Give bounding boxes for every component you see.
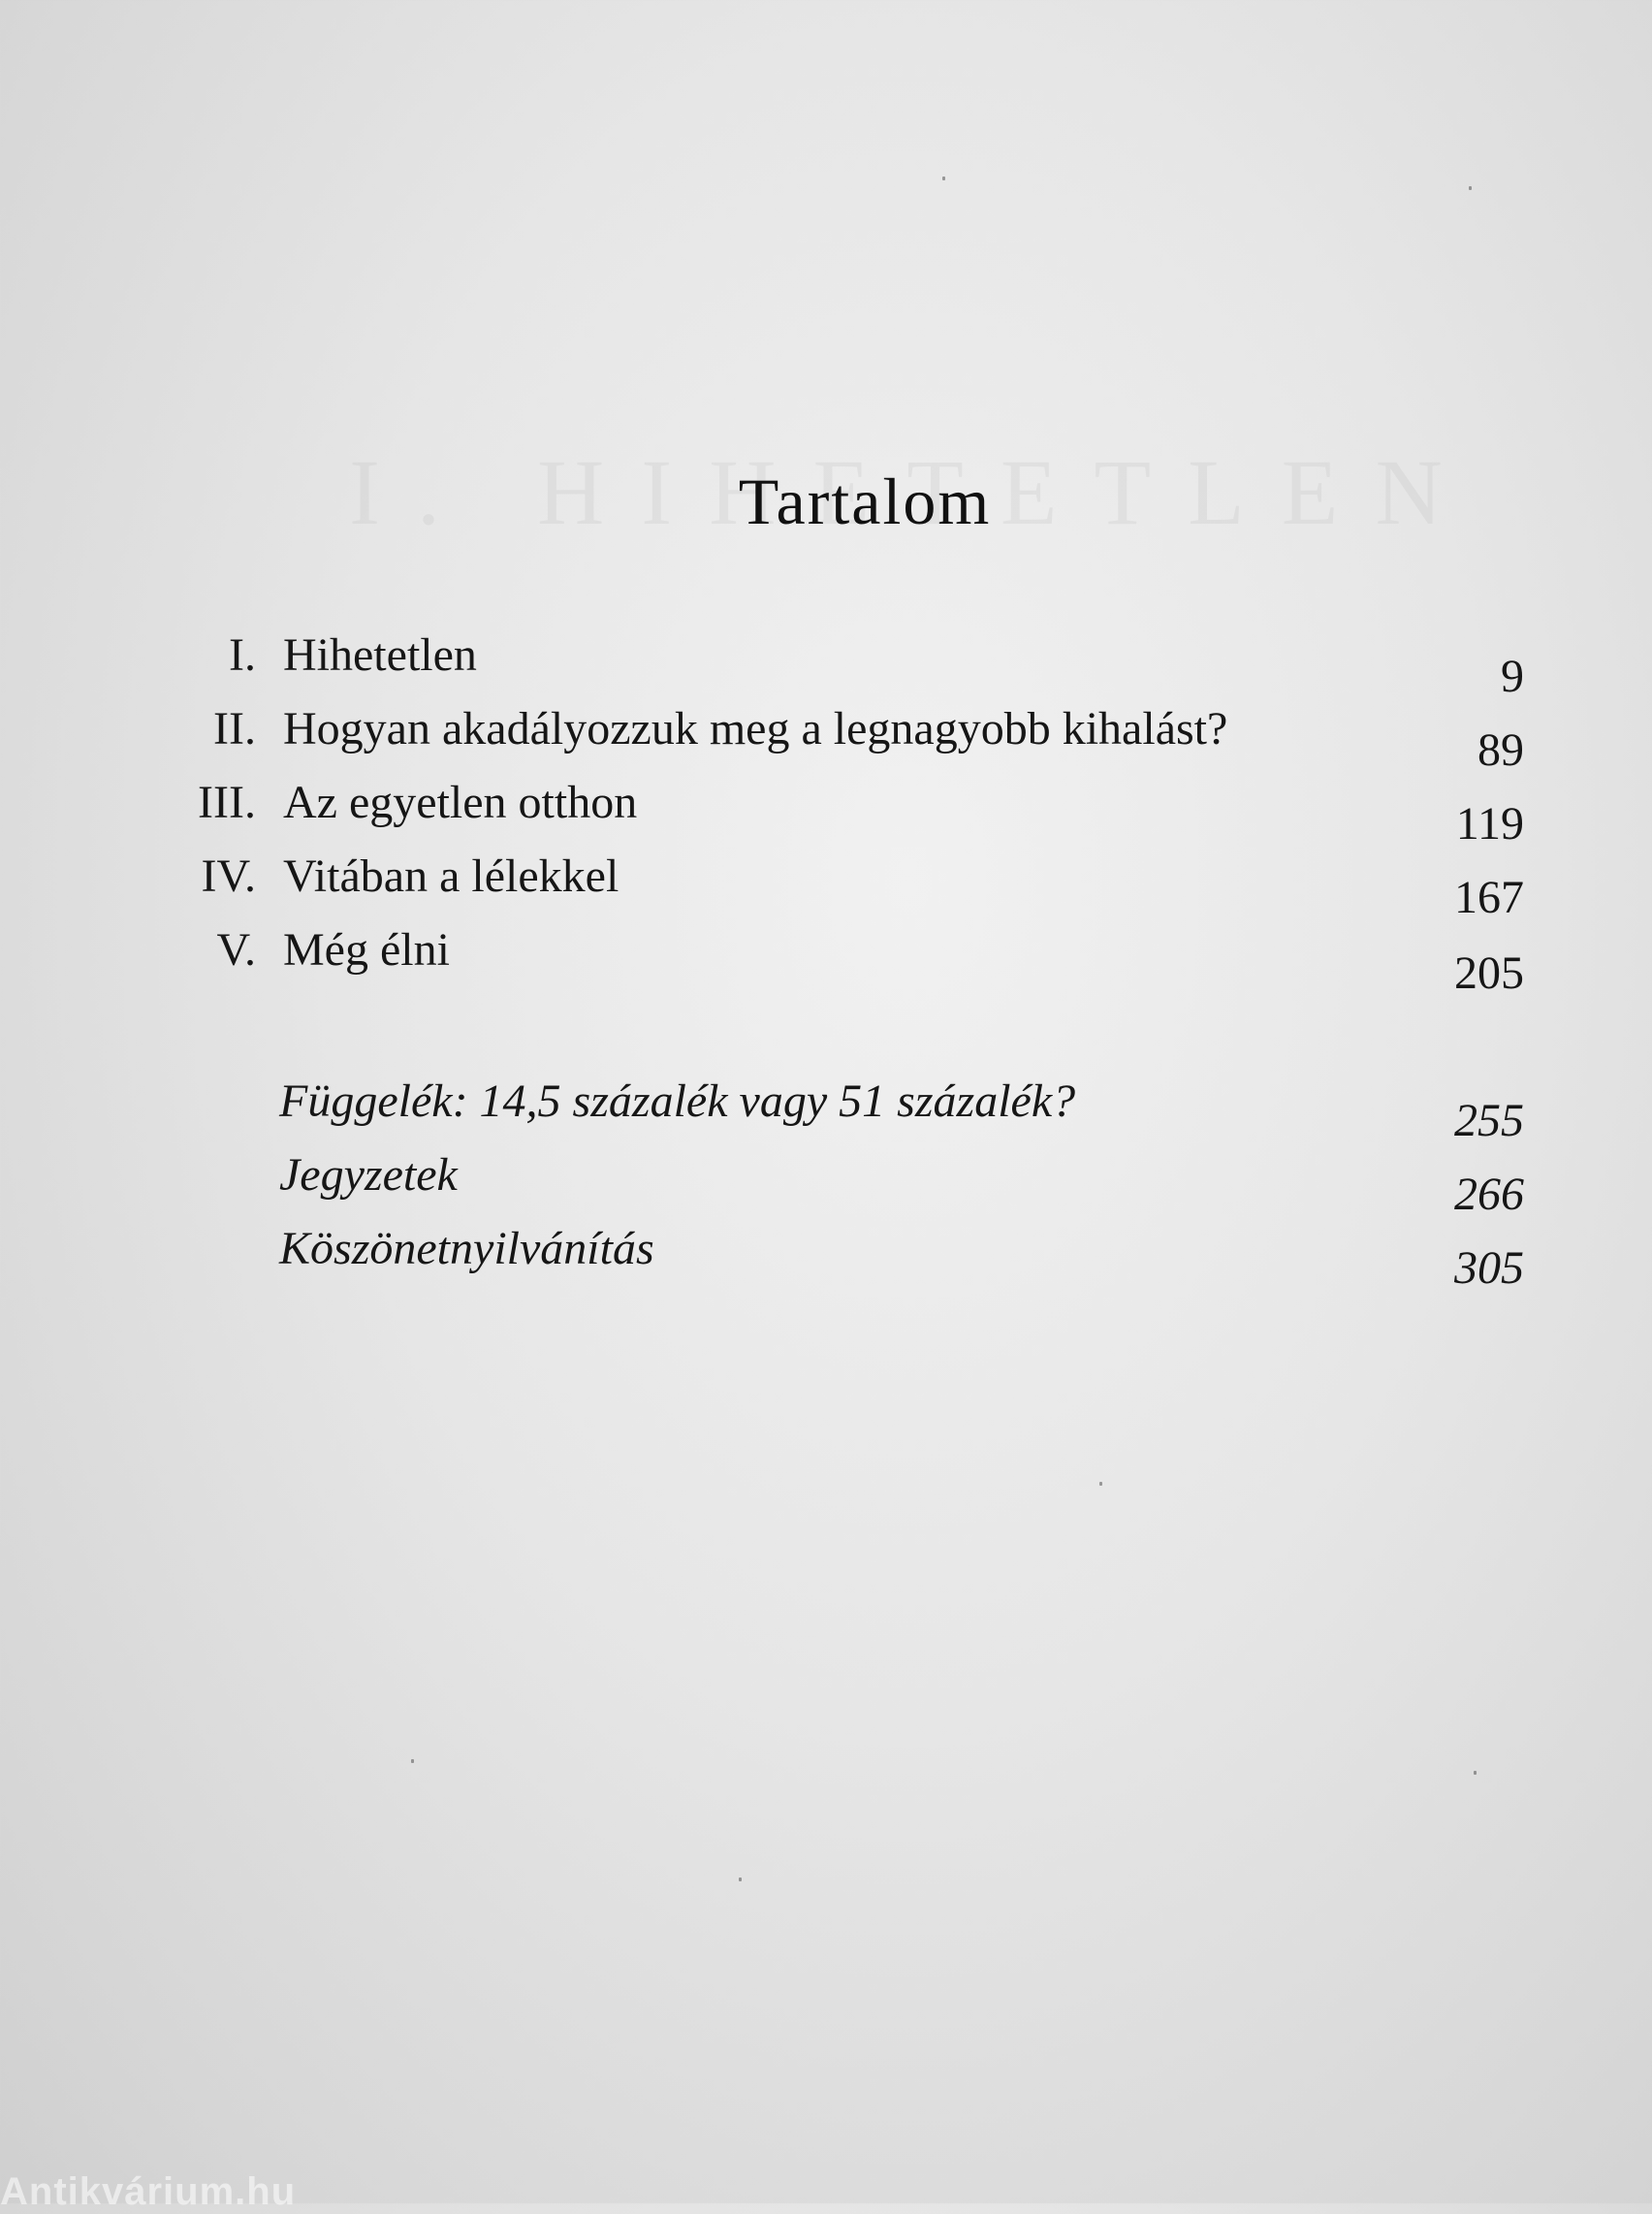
toc-entry-chapter-4 (0, 850, 1652, 923)
back-matter-title: Köszönetnyilvánítás (279, 1223, 654, 1274)
toc-entry-chapter-1 (0, 628, 1652, 702)
page-number: 119 (1455, 798, 1524, 850)
toc-entry-chapter-2 (0, 702, 1652, 776)
chapter-title: Vitában a lélekkel (283, 850, 620, 902)
paper-speck (1099, 1482, 1102, 1486)
back-matter-title: Függelék: 14,5 százalék vagy 51 százalék? (279, 1075, 1076, 1127)
toc-entry-acknowledgements (0, 1222, 1652, 1294)
page-number: 255 (1454, 1095, 1524, 1146)
chapter-title: Az egyetlen otthon (283, 777, 638, 828)
page-number: 167 (1454, 872, 1524, 923)
page-number: 205 (1454, 947, 1524, 999)
page-number: 89 (1477, 724, 1524, 776)
chapter-title: Hihetetlen (283, 629, 477, 681)
back-matter-title: Jegyzetek (279, 1149, 458, 1201)
chapter-numeral: V. (216, 924, 256, 976)
chapter-numeral: I. (229, 629, 256, 681)
page-number: 305 (1454, 1242, 1524, 1294)
chapter-title: Hogyan akadályozzuk meg a legnagyobb kihalást? (283, 703, 1228, 754)
paper-speck (739, 1877, 742, 1881)
paper-speck (1469, 186, 1472, 190)
watermark: Antikvárium.hu (0, 2170, 297, 2213)
toc-entry-chapter-3 (0, 776, 1652, 850)
toc-entry-notes (0, 1148, 1652, 1220)
page-number: 9 (1501, 651, 1524, 702)
chapter-numeral: IV. (201, 850, 256, 902)
toc-entry-chapter-5 (0, 923, 1652, 999)
chapter-numeral: III. (198, 777, 256, 828)
paper-speck (411, 1759, 414, 1763)
chapter-title: Még élni (283, 924, 450, 976)
paper-speck (1474, 1771, 1477, 1775)
toc-entry-appendix (0, 1075, 1652, 1146)
paper-speck (942, 176, 945, 180)
page-title: Tartalom (738, 465, 992, 538)
chapter-numeral: II. (213, 703, 256, 754)
page-number: 266 (1454, 1169, 1524, 1220)
